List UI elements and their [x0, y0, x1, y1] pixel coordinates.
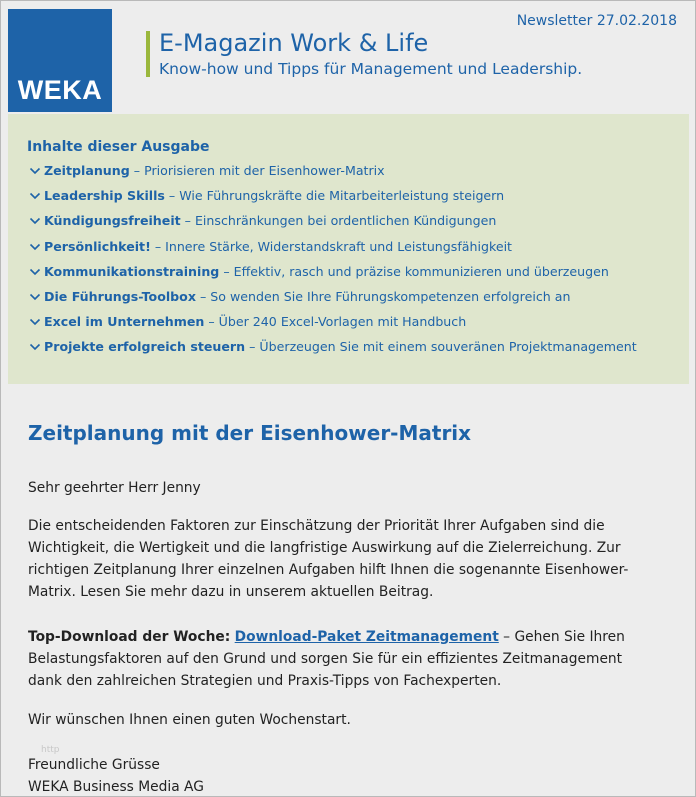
toc-item-desc: – Effektiv, rasch und präzise kommunizieren und überzeugen [219, 263, 609, 279]
chevron-down-icon [29, 166, 41, 176]
toc-item-fuehrungs-toolbox[interactable] [27, 288, 637, 313]
top-download-text: – Gehen Sie Ihren Belastungsfaktoren auf den Grund und sorgen Sie für ein effizientes Zeitmanagement dank den zahlreichen Strategien und Praxis-Tipps von Fachexperten. [28, 629, 625, 689]
faint-watermark-text: http [41, 745, 60, 755]
closing [28, 754, 658, 797]
toc-item-title: Kündigungsfreiheit [44, 213, 181, 229]
chevron-down-icon [29, 216, 41, 226]
chevron-down-icon [29, 267, 41, 277]
toc-item-desc: – Über 240 Excel-Vorlagen mit Handbuch [204, 314, 467, 330]
toc-item-leadership-skills[interactable] [27, 187, 637, 212]
toc-item-kuendigungsfreiheit[interactable] [27, 212, 637, 237]
salutation: Sehr geehrter Herr Jenny [28, 480, 201, 496]
logo-text: WEKA [17, 75, 103, 105]
toc-heading: Inhalte dieser Ausgabe [27, 139, 210, 155]
toc-item-title: Die Führungs-Toolbox [44, 288, 196, 304]
toc-item-desc: – So wenden Sie Ihre Führungskompetenzen erfolgreich an [195, 288, 571, 304]
toc-item-persoenlichkeit[interactable] [27, 238, 637, 263]
toc-item-title: Leadership Skills [44, 188, 165, 204]
weka-logo[interactable] [8, 9, 112, 112]
toc-item-title: Projekte erfolgreich steuern [44, 339, 246, 355]
chevron-down-icon [29, 317, 41, 327]
closing-company: WEKA Business Media AG [28, 779, 204, 795]
download-paket-link[interactable]: Download-Paket Zeitmanagement [234, 629, 499, 645]
toc-item-kommunikationstraining[interactable] [27, 263, 637, 288]
chevron-down-icon [29, 191, 41, 201]
article-headline: Zeitplanung mit der Eisenhower-Matrix [28, 421, 472, 445]
wish-line: Wir wünschen Ihnen einen guten Wochenstart. [28, 712, 351, 728]
toc-item-title: Excel im Unternehmen [44, 314, 205, 330]
toc-item-title: Kommunikationstraining [44, 263, 220, 279]
title-accent-bar [146, 31, 150, 77]
chevron-down-icon [29, 292, 41, 302]
toc-item-title: Persönlichkeit! [44, 238, 151, 254]
top-download-label: Top-Download der Woche: [28, 629, 231, 645]
newsletter-date: Newsletter 27.02.2018 [516, 13, 677, 29]
toc-item-projekte[interactable] [27, 338, 637, 363]
toc-list [27, 162, 637, 364]
toc-item-excel[interactable] [27, 313, 637, 338]
chevron-down-icon [29, 242, 41, 252]
toc-item-desc: – Innere Stärke, Widerstandskraft und Leistungsfähigkeit [150, 238, 512, 254]
toc-item-desc: – Überzeugen Sie mit einem souveränen Projektmanagement [245, 339, 637, 355]
toc-item-title: Zeitplanung [44, 163, 130, 178]
toc-item-desc: – Priorisieren mit der Eisenhower-Matrix [129, 163, 385, 178]
top-download-paragraph [28, 626, 658, 692]
article-paragraph: Die entscheidenden Faktoren zur Einschätzung der Priorität Ihrer Aufgaben sind die Wichtigkeit, die Wertigkeit und die langfristige Auswirkung auf die Zielerreichung. Zur richtigen Zeitplanung Ihrer einzelnen Aufgaben hilft Ihnen die sogenannte Eisenhower-Matrix. Lesen Sie mehr dazu in unserem aktuellen Beitrag. [28, 518, 629, 600]
table-of-contents [8, 114, 689, 384]
magazine-subtitle: Know-how und Tipps für Management und Leadership. [159, 60, 583, 78]
closing-greeting: Freundliche Grüsse [28, 757, 160, 773]
toc-item-desc: – Wie Führungskräfte die Mitarbeiterleistung steigern [164, 188, 505, 204]
toc-item-zeitplanung[interactable] [27, 162, 637, 187]
toc-item-desc: – Einschränkungen bei ordentlichen Kündigungen [180, 213, 497, 229]
chevron-down-icon [29, 342, 41, 352]
magazine-title: E-Magazin Work & Life [159, 29, 429, 57]
